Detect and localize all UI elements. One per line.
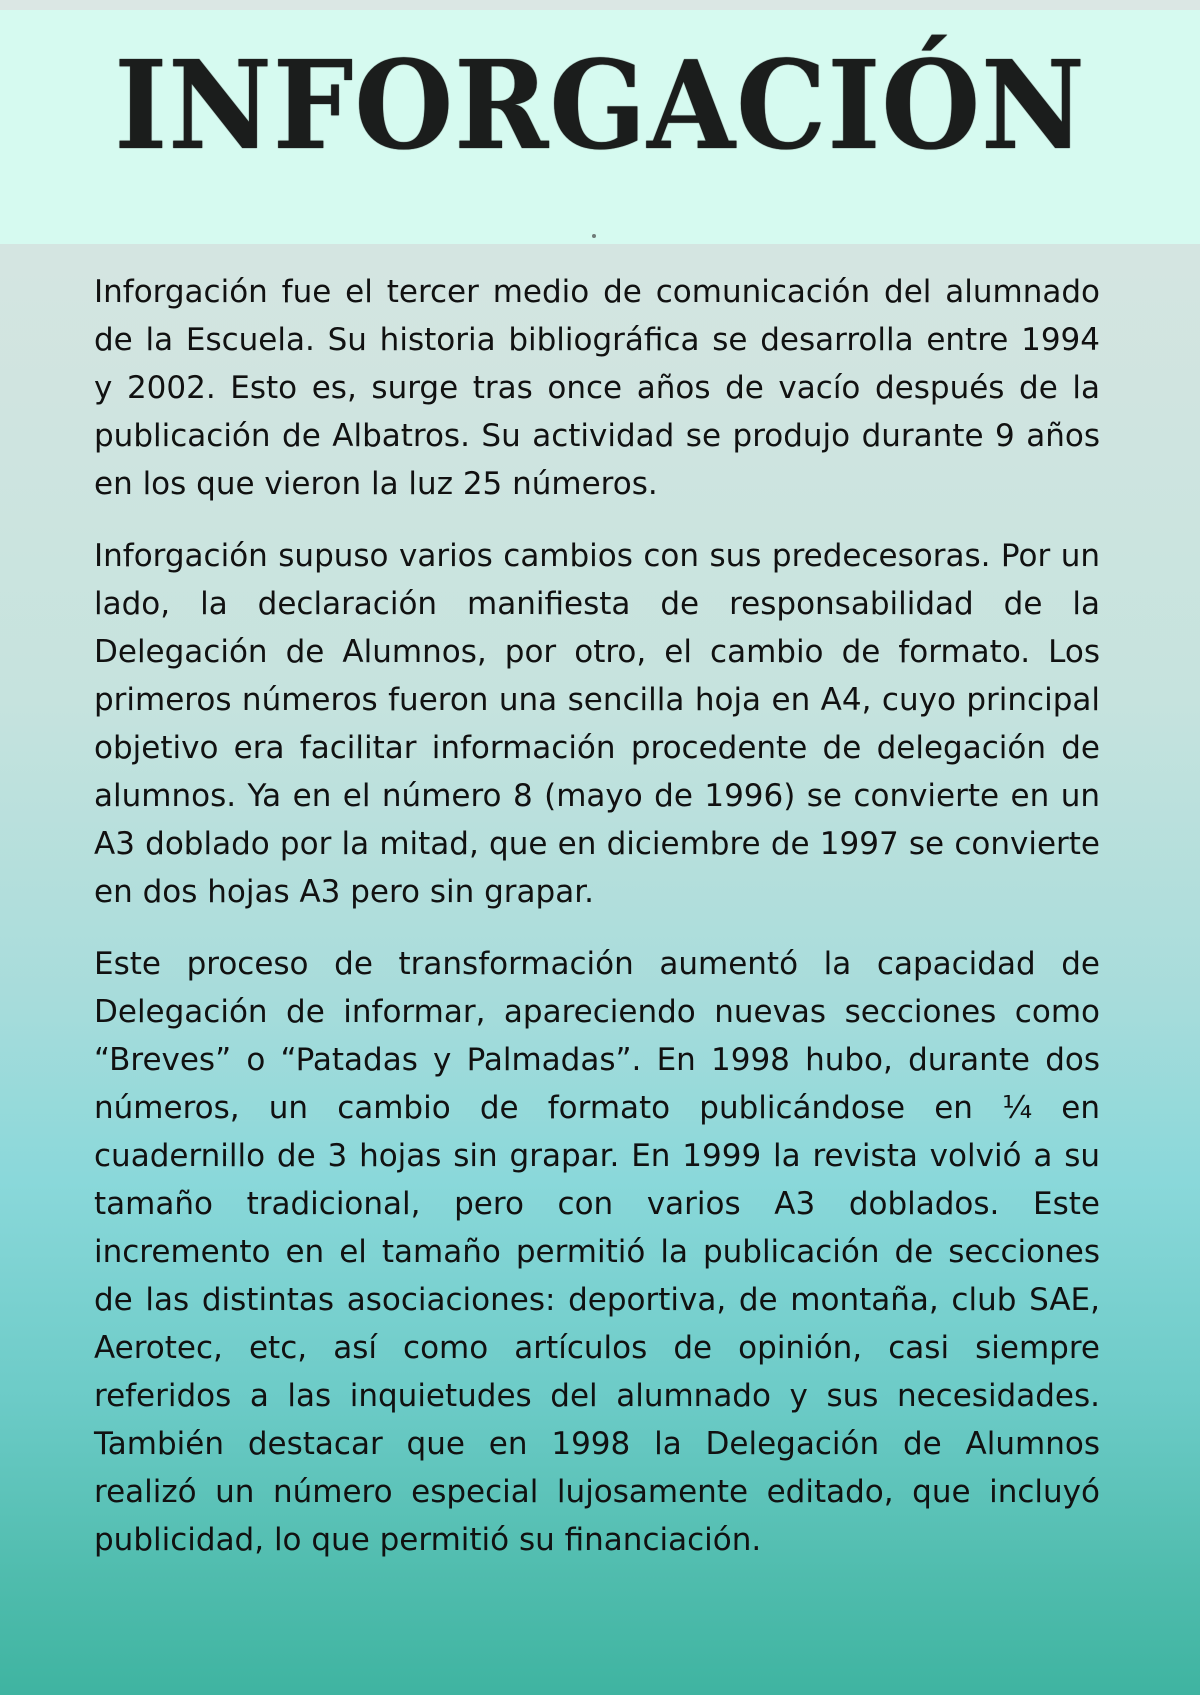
article-paragraph-1: Inforgación fue el tercer medio de comunicación del alumnado de la Escuela. Su historia bibliográfica se desarrolla entre 1994 y 2002. Esto es, surge tras once años de vacío después de la publicación de Albatros. Su actividad se produjo durante 9 años en los que vieron la luz 25 números. [94,274,1100,502]
masthead-title: INFORGACIÓN [114,33,1086,177]
article-paragraph-2: Inforgación supuso varios cambios con sus predecesoras. Por un lado, la declaración manifiesta de responsabilidad de la Delegación de Alumnos, por otro, el cambio de formato. Los primeros números fueron una sencilla hoja en A4, cuyo principal objetivo era facilitar información procedente de delegación de alumnos. Ya en el número 8 (mayo de 1996) se convierte en un A3 doblado por la mitad, que en diciembre de 1997 se convierte en dos hojas A3 pero sin grapar. [94,538,1100,910]
top-border-strip [0,0,1200,10]
article-paragraph-3: Este proceso de transformación aumentó la capacidad de Delegación de informar, apareciendo nuevas secciones como “Breves” o “Patadas y Palmadas”. En 1998 hubo, durante dos números, un cambio de formato publicándose en ¼ en cuadernillo de 3 hojas sin grapar. En 1999 la revista volvió a su tamaño tradicional, pero con varios A3 doblados. Este incremento en el tamaño permitió la publicación de secciones de las distintas asociaciones: deportiva, de montaña, club SAE, Aerotec, etc, así como artículos de opinión, casi siempre referidos a las inquietudes del alumnado y sus necesidades. También destacar que en 1998 la Delegación de Alumnos realizó un número especial lujosamente editado, que incluyó publicidad, lo que permitió su financiación. [94,946,1100,1558]
print-speck [592,234,596,238]
article-body [94,268,1100,1588]
masthead-banner [0,10,1200,244]
